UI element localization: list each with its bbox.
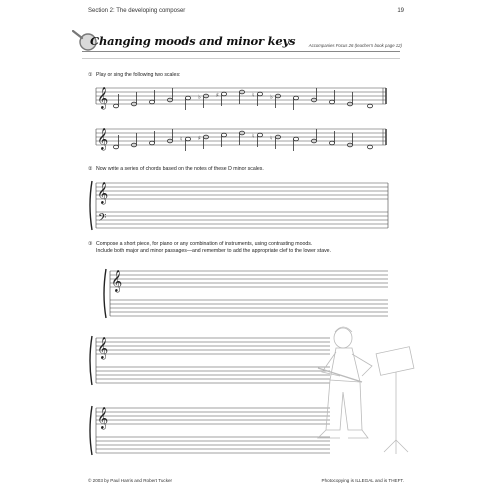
composition-staves <box>96 271 388 453</box>
task-1-number: ① <box>88 72 93 78</box>
task-2-number: ② <box>88 166 93 172</box>
treble-clef-icon: 𝄞 <box>97 87 109 109</box>
page-title: Changing moods and minor keys <box>90 34 296 48</box>
musician-with-music-stand-illustration <box>318 327 414 454</box>
footer-notice: Photocopying is ILLEGAL and is THEFT. <box>321 478 404 483</box>
task-1 <box>88 72 180 79</box>
treble-clef-icon: 𝄞 <box>97 407 109 429</box>
accompanies-note: Accompanies Focus 26 (teacher's book page 12) <box>308 43 402 48</box>
task-2 <box>88 166 264 173</box>
title-rule <box>82 51 400 52</box>
svg-text:♭: ♭ <box>270 94 273 101</box>
title-rule-light <box>82 58 400 59</box>
svg-text:♯: ♯ <box>198 135 201 142</box>
svg-text:♮: ♮ <box>252 133 255 140</box>
scale-2-notes <box>113 129 372 151</box>
svg-text:♯: ♯ <box>216 92 219 99</box>
task-3-text: Compose a short piece, for piano or any combination of instruments, using contrasting moods. <box>96 241 313 247</box>
treble-clef-icon: 𝄞 <box>97 337 109 359</box>
footer-copyright: © 2003 by Paul Harris and Robert Tucker <box>88 478 173 483</box>
svg-text:♮: ♮ <box>180 136 183 143</box>
svg-text:♭: ♭ <box>198 94 201 101</box>
scale-2-accidentals <box>180 133 272 143</box>
task-1-text: Play or sing the following two scales: <box>96 72 181 78</box>
scale-1-accidentals <box>198 92 273 101</box>
treble-clef-icon: 𝄞 <box>97 182 109 204</box>
task-3-number: ③ <box>88 241 93 247</box>
treble-clef-icon: 𝄞 <box>111 270 123 292</box>
page-number: 19 <box>397 8 404 14</box>
page-header: Section 2: The developing composer <box>88 8 186 14</box>
staff-2-lines <box>96 129 386 145</box>
svg-text:♮: ♮ <box>252 92 255 99</box>
task-3-text-line2: Include both major and minor passages—and remember to add the appropriate clef to the lower stave. <box>96 248 332 254</box>
bass-clef-icon: 𝄢 <box>98 212 107 227</box>
treble-clef-icon: 𝄞 <box>97 128 109 150</box>
svg-text:♮: ♮ <box>270 135 273 142</box>
task-3 <box>88 241 331 255</box>
title-banner <box>72 28 402 64</box>
task-2-text: Now write a series of chords based on the notes of these D minor scales. <box>96 166 264 172</box>
staff-1-lines <box>96 88 386 104</box>
scale-1-notes <box>113 88 372 110</box>
